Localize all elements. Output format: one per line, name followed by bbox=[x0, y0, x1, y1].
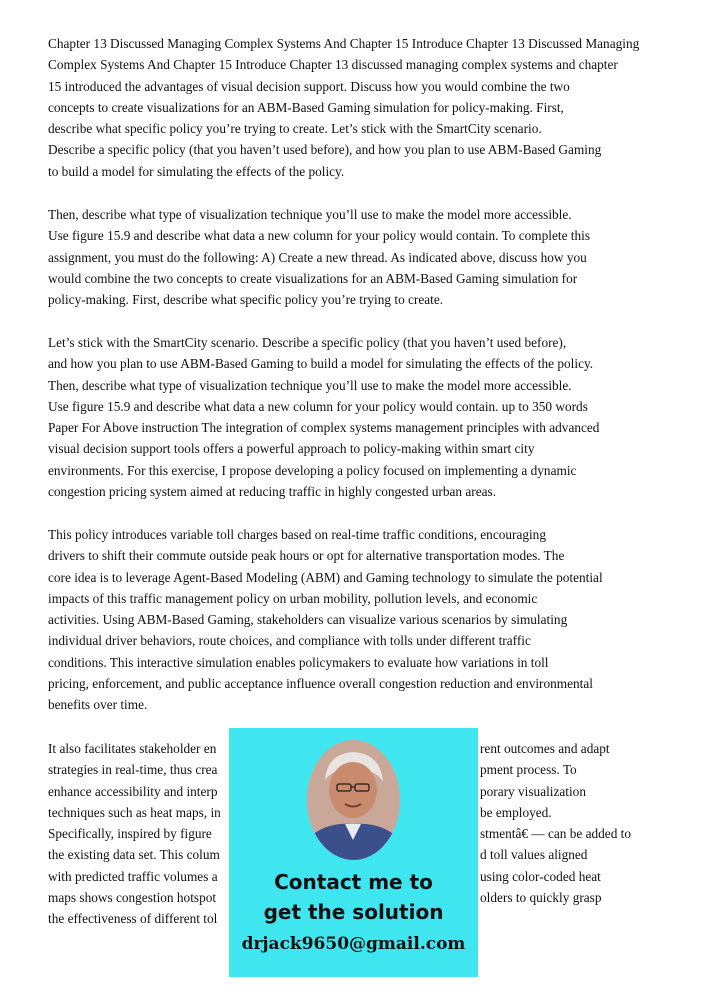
text-line: Paper For Above instruction The integration of complex systems management principles with advanced bbox=[48, 420, 600, 436]
text-line: be employed. bbox=[480, 804, 552, 820]
portrait-illustration bbox=[307, 740, 400, 860]
text-line: Complex Systems And Chapter 15 Introduce Chapter 13 discussed managing complex systems and chapter bbox=[48, 57, 618, 73]
text-line: maps shows congestion hotspot bbox=[48, 890, 217, 906]
text-line: This policy introduces variable toll charges based on real-time traffic conditions, encouraging bbox=[48, 527, 546, 542]
text-line bbox=[480, 908, 631, 929]
text-line: to build a model for simulating the effects of the policy. bbox=[48, 163, 345, 179]
text-line: techniques such as heat maps, in bbox=[48, 804, 221, 820]
text-line: porary visualization bbox=[480, 783, 586, 799]
text-line: Then, describe what type of visualization technique you’ll use to make the model more accessible. bbox=[48, 207, 572, 222]
text-line: pricing, enforcement, and public acceptance influence overall congestion reduction and environmental bbox=[48, 676, 593, 692]
text-line: drivers to shift their commute outside peak hours or opt for alternative transportation modes. The bbox=[48, 548, 565, 564]
text-line: activities. Using ABM-Based Gaming, stakeholders can visualize various scenarios by simulating bbox=[48, 612, 568, 628]
paragraph-5 bbox=[48, 738, 221, 930]
text-line: concepts to create visualizations for an ABM-Based Gaming simulation for policy-making. First, bbox=[48, 99, 564, 115]
text-line: policy-making. First, describe what specific policy you’re trying to create. bbox=[48, 292, 444, 308]
text-line: stmentâ€ — can be added to bbox=[480, 826, 632, 842]
contact-email-link[interactable]: drjack9650@gmail.com bbox=[241, 934, 466, 954]
paragraph-4 bbox=[48, 524, 603, 716]
text-line: using color-coded heat bbox=[480, 868, 601, 884]
text-line: the effectiveness of different tol bbox=[48, 911, 218, 927]
text-line: assignment, you must do the following: A) Create a new thread. As indicated above, discuss how you bbox=[48, 249, 587, 265]
text-line: and how you plan to use ABM-Based Gaming to build a model for simulating the effects of the policy. bbox=[48, 356, 594, 372]
text-line: core idea is to leverage Agent-Based Modeling (ABM) and Gaming technology to simulate the potential bbox=[48, 569, 603, 585]
paragraph-5-right bbox=[480, 738, 631, 930]
text-line: Chapter 13 Discussed Managing Complex Systems And Chapter 15 Introduce Chapter 13 Discussed Managing bbox=[48, 36, 640, 51]
text-line: Specifically, inspired by figure bbox=[48, 826, 212, 842]
paragraph-2 bbox=[48, 204, 590, 310]
text-line: pment process. To bbox=[480, 762, 577, 778]
text-line: visual decision support tools offers a powerful approach to policy-making within smart city bbox=[48, 441, 535, 457]
text-line: strategies in real-time, thus crea bbox=[48, 762, 218, 778]
text-line: conditions. This interactive simulation enables policymakers to evaluate how variations in toll bbox=[48, 654, 549, 670]
cta-headline-line2: get the solution bbox=[263, 900, 444, 924]
text-line: environments. For this exercise, I propose developing a policy focused on implementing a dynamic bbox=[48, 462, 577, 478]
text-line: individual driver behaviors, route choices, and compliance with tolls under different traffic bbox=[48, 633, 531, 649]
paragraph-3 bbox=[48, 332, 599, 502]
text-line: Let’s stick with the SmartCity scenario. Describe a specific policy (that you haven’t used before), bbox=[48, 335, 567, 350]
text-line: d toll values aligned bbox=[480, 847, 588, 863]
text-line: olders to quickly grasp bbox=[480, 890, 602, 906]
text-line: 15 introduced the advantages of visual decision support. Discuss how you would combine the two bbox=[48, 78, 570, 94]
paragraph-1 bbox=[48, 33, 639, 182]
text-line: Use figure 15.9 and describe what data a new column for your policy would contain. up to 350 words bbox=[48, 398, 588, 414]
text-line: impacts of this traffic management policy on urban mobility, pollution levels, and economic bbox=[48, 590, 538, 606]
text-line: Use figure 15.9 and describe what data a new column for your policy would contain. To complete this bbox=[48, 228, 591, 244]
text-line: Then, describe what type of visualization technique you’ll use to make the model more accessible. bbox=[48, 377, 572, 393]
text-line: enhance accessibility and interp bbox=[48, 783, 218, 799]
text-line: rent outcomes and adapt bbox=[480, 741, 610, 756]
cta-headline-line1: Contact me to bbox=[274, 870, 433, 894]
text-line: congestion pricing system aimed at reducing traffic in highly congested urban areas. bbox=[48, 484, 497, 500]
text-line: describe what specific policy you’re trying to create. Let’s stick with the SmartCity scenario. bbox=[48, 121, 542, 137]
contact-ad-banner[interactable] bbox=[229, 728, 478, 977]
text-line: It also facilitates stakeholder en bbox=[48, 741, 217, 756]
text-line: the existing data set. This colum bbox=[48, 847, 220, 863]
author-portrait bbox=[307, 740, 400, 860]
text-line: benefits over time. bbox=[48, 697, 148, 713]
text-line: would combine the two concepts to create visualizations for an ABM-Based Gaming simulation for bbox=[48, 270, 578, 286]
text-line: with predicted traffic volumes a bbox=[48, 868, 218, 884]
text-line: Describe a specific policy (that you haven’t used before), and how you plan to use ABM-Based Gaming bbox=[48, 142, 602, 158]
